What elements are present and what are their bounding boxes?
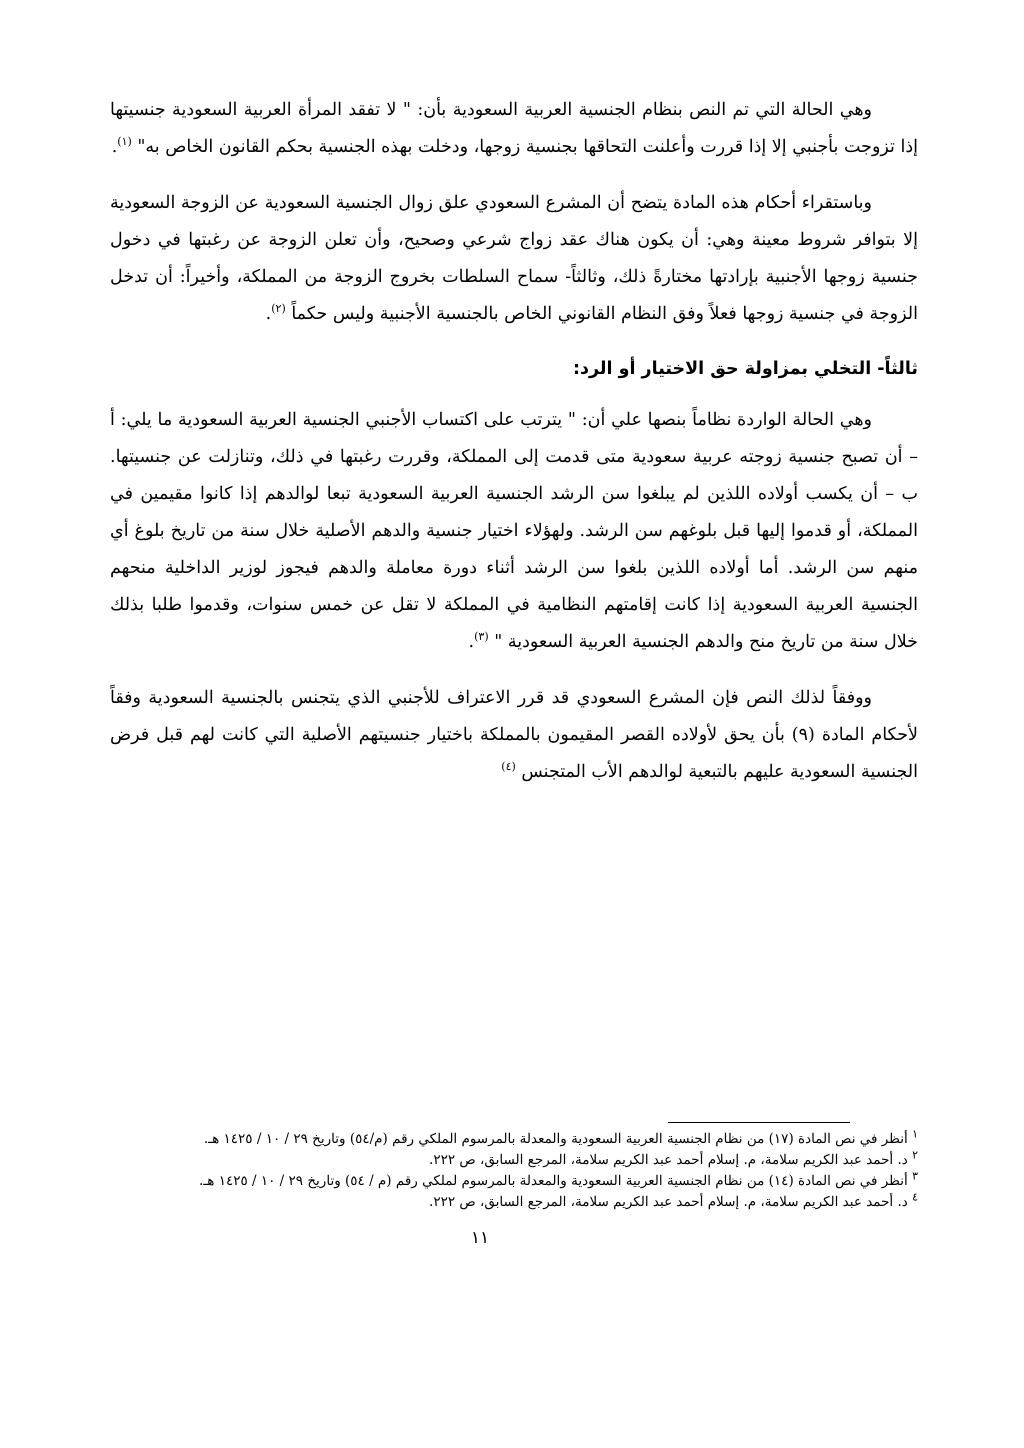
body-text [110, 92, 918, 791]
paragraph-1: وهي الحالة التي تم النص بنظام الجنسية العربية السعودية بأن: " لا تفقد المرأة العربية السعودية جنسيتها إذا تزوجت بأجنبي إلا إذا قررت وأعلنت التحاقها بجنسية زوجها، ودخلت بهذه الجنسية بحكم القانون الخاص به" $^{(١)}$. [110, 100, 918, 157]
footnote-1: $^١$ أنظر في نص المادة (١٧) من نظام الجنسية العربية السعودية والمعدلة بالمرسوم الملكي رقم (م/٥٤) وتاريخ ٢٩ / ١٠ / ١٤٢٥ هـ. [203, 1127, 918, 1147]
footnote-4: $^٤$ د. أحمد عبد الكريم سلامة، م. إسلام أحمد عبد الكريم سلامة، المرجع السابق، ص ٢٢٢. [429, 1190, 918, 1210]
page-number: ١١ [470, 1228, 490, 1248]
footnote-ref-4: (٤) [501, 760, 516, 774]
footnote-ref-1: (١) [117, 135, 132, 149]
paragraph-4: ووفقاً لذلك النص فإن المشرع السعودي قد قرر الاعتراف للأجنبي الذي يتجنس بالجنسية السعودية وفقاً لأحكام المادة (٩) بأن يحق لأولاده القصر المقيمون بالمملكة باختيار جنسيتهم الأصلية التي كانت لهم قبل فرض الجنسية السعودية عليهم بالتبعية لوالدهم الأب المتجنس $^{(٤)}$ [110, 688, 919, 782]
footnote-2: $^٢$ د. أحمد عبد الكريم سلامة، م. إسلام أحمد عبد الكريم سلامة، المرجع السابق، ص ٢٢٢. [429, 1148, 918, 1168]
footnote-separator [668, 1122, 850, 1123]
paragraph-3: وهي الحالة الواردة نظاماً بنصها علي أن: " يترتب على اكتساب الأجنبي الجنسية العربية السعودية ما يلي: أ – أن تصبح جنسية زوجته عربية سعودية متى قدمت إلى المملكة، وقررت رغبتها في ذلك، وتنازلت عن جنسيتها. ب – أن يكسب أولاده اللذين لم يبلغوا سن الرشد الجنسية العربية السعودية تبعا لوالدهم إذا كانوا مقيمين في المملكة، أو قدموا إليها قبل بلوغهم سن الرشد. ولهؤلاء اختيار جنسية والدهم الأصلية خلال سنة من تاريخ بلوغ أي منهم سن الرشد. أما أولاده اللذين بلغوا سن الرشد أثناء دورة معاملة والدهم فيجوز لوزير الداخلية منحهم الجنسية العربية السعودية إذا كانت إقامتهم النظامية في المملكة لا تقل عن خمس سنوات، وقدموا طلبا بذلك خلال سنة من تاريخ منح والدهم الجنسية العربية السعودية " $^{(٣)}$. [110, 410, 918, 652]
footnote-ref-2: (٢) [271, 302, 286, 316]
footnotes [110, 1127, 918, 1214]
footnote-3: $^٣$ أنظر في نص المادة (١٤) من نظام الجنسية العربية السعودية والمعدلة بالمرسوم لملكي رقم (م / ٥٤) وتاريخ ٢٩ / ١٠ / ١٤٢٥ هـ. [199, 1169, 918, 1189]
paragraph-2: وباستقراء أحكام هذه المادة يتضح أن المشرع السعودي علق زوال الجنسية السعودية عن الزوجة السعودية إلا بتوافر شروط معينة وهي: أن يكون هناك عقد زواج شرعي وصحيح، وأن تعلن الزوجة عن رغبتها في دخول جنسية زوجها الأجنبية بإرادتها مختارةً ذلك، وثالثاً- سماح السلطات بخروج الزوجة من المملكة، وأخيراً: أن تدخل الزوجة في جنسية زوجها فعلاً وفق النظام القانوني الخاص بالجنسية الأجنبية وليس حكماً $^{(٢)}$. [110, 193, 918, 324]
footnote-ref-3: (٣) [474, 630, 489, 644]
section-heading: ثالثاً- التخلي بمزاولة حق الاختيار أو الرد: [573, 359, 918, 379]
